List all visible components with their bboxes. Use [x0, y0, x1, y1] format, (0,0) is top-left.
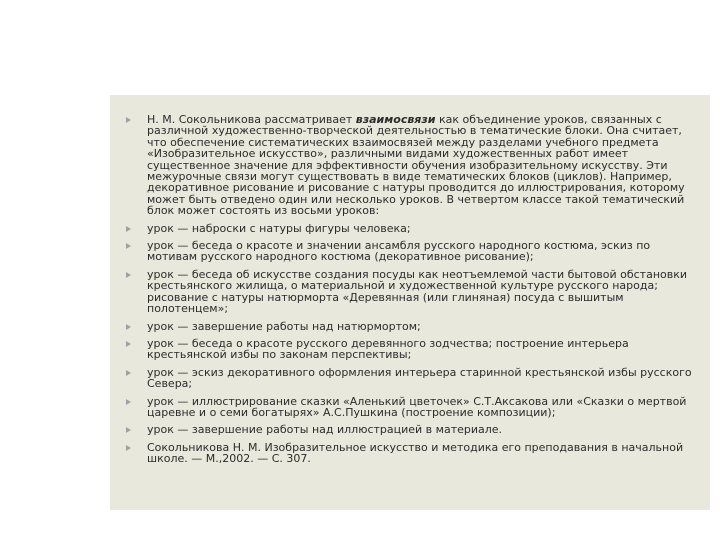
list-item	[124, 223, 702, 234]
list-item	[124, 338, 702, 361]
bullet-text: урок — эскиз декоративного оформления интерьера старинной крестьянской избы русского Севера;	[147, 365, 692, 391]
bullet-text: урок — иллюстрирование сказки «Аленький цветочек» С.Т.Аксакова или «Сказки о мертвой царевне и о семи богатырях» А.С.Пушкина (построение композиции);	[147, 394, 687, 419]
list-item	[124, 367, 702, 390]
bullet-text-before: Н. М. Сокольникова рассматривает	[147, 113, 356, 126]
bullet-text: урок — беседа об искусстве создания посуды как неотъемлемой части бытовой обстановки крестьянского жилища, о материальной и художественной культуре русского народа; рисование с натуры натюрморта «Деревянная (или глиняная) посуда с вышитым полотенцем»;	[147, 267, 688, 316]
list-item	[124, 424, 702, 435]
list-item	[124, 396, 702, 419]
bullet-text: урок — беседа о красоте русского деревянного зодчества; построение интерьера крестьянской избы по законам перспективы;	[147, 336, 629, 362]
bullet-text: урок — беседа о красоте и значении ансамбля русского народного костюма, эскиз по мотивам русского народного костюма (декоративное рисование);	[147, 239, 651, 264]
bullet-text: Сокольникова Н. М. Изобразительное искусство и методика его преподавания в начальной школе. — М.,2002. — С. 307.	[147, 440, 684, 466]
triangle-bullet-icon	[126, 226, 131, 232]
triangle-bullet-icon	[126, 399, 131, 405]
triangle-bullet-icon	[126, 445, 131, 451]
triangle-bullet-icon	[126, 427, 131, 433]
triangle-bullet-icon	[126, 341, 131, 347]
bullet-list	[124, 114, 702, 465]
triangle-bullet-icon	[126, 370, 131, 376]
bullet-text: урок — завершение работы над иллюстрацией в материале.	[147, 423, 503, 437]
slide-body	[124, 114, 702, 471]
bullet-text-after: как объединение уроков, связанных с различной художественно-творческой деятельностью в тематические блоки. Она считает, что обеспечение систематических взаимосвязей между разделами учебного предмета «Изобразительное искусство», различными видами художественных работ имеет существенное значение для эффективности обучения изобразительному искусству. Эти межурочные связи могут существовать в виде тематических блоков (циклов). Например, декоративное рисование и рисование с натуры проводится до иллюстрирования, которому может быть отведено один или несколько уроков. В четвертом классе такой тематический блок может состоять из восьми уроков:	[147, 113, 685, 218]
list-item	[124, 240, 702, 263]
bullet-text: урок — наброски с натуры фигуры человека;	[147, 221, 411, 235]
list-item	[124, 442, 702, 465]
bullet-text: урок — завершение работы над натюрмортом;	[147, 319, 421, 333]
list-item	[124, 321, 702, 332]
triangle-bullet-icon	[126, 272, 131, 278]
list-item	[124, 114, 702, 217]
list-item	[124, 269, 702, 315]
triangle-bullet-icon	[126, 243, 131, 249]
triangle-bullet-icon	[126, 324, 131, 330]
emphasized-term: взаимосвязи	[355, 113, 436, 126]
triangle-bullet-icon	[126, 117, 131, 123]
